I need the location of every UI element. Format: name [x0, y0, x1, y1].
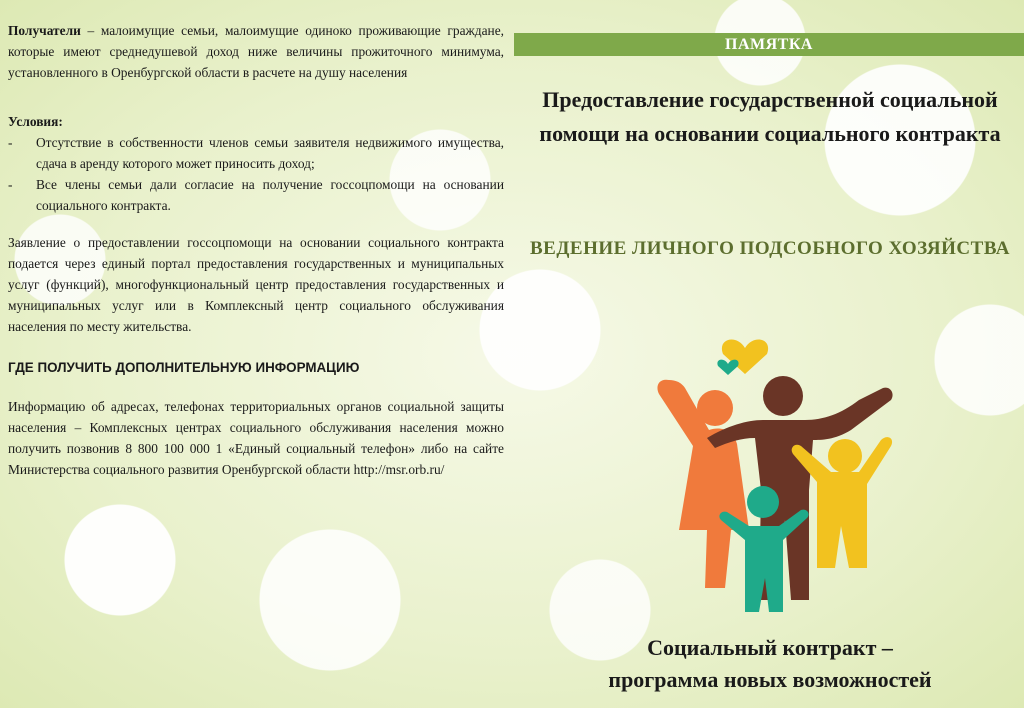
- condition-text: Отсутствие в собственности членов семьи заявителя недвижимого имущества, сдача в аренду которого может приносить доход;: [36, 135, 504, 171]
- brochure-title: Предоставление государственной социальной помощи на основании социального контракта: [539, 87, 1001, 146]
- left-column: [8, 20, 504, 480]
- info-heading: ГДЕ ПОЛУЧИТЬ ДОПОЛНИТЕЛЬНУЮ ИНФОРМАЦИЮ: [8, 360, 360, 375]
- condition-item: [8, 132, 504, 174]
- condition-item: [8, 174, 504, 216]
- conditions-title: Условия:: [8, 114, 63, 129]
- brochure-subtitle: ВЕДЕНИЕ ЛИЧНОГО ПОДСОБНОГО ХОЗЯЙСТВА: [529, 238, 1011, 259]
- recipients-label: Получатели: [8, 23, 81, 38]
- banner: ПАМЯТКА: [514, 33, 1024, 56]
- condition-text: Все члены семьи дали согласие на получение госсоцпомощи на основании социального контракта.: [36, 177, 504, 213]
- heart-teal-icon: [717, 360, 738, 375]
- figure-orange: [657, 380, 749, 588]
- info-paragraph: Информацию об адресах, телефонах территориальных органов социальной защиты населения – Комплексных центрах социального обслуживания населения можно получить позвонив 8 800 100 000 1 «Единый социальный телефон» либо на сайте Министерства социального развития Оренбургской области http://msr.orb.ru/: [8, 399, 504, 477]
- slogan-line-1: Социальный контракт –: [647, 635, 893, 660]
- slogan-line-2: программа новых возможностей: [608, 667, 932, 692]
- condition-dash: -: [8, 177, 13, 192]
- recipients-text: – малоимущие семьи, малоимущие одиноко проживающие граждане, которые имеют среднедушевой доход ниже величины прожиточного минимума, установленного в Оренбургской области в расчете на душу населения: [8, 23, 504, 80]
- family-illustration-icon: [645, 330, 905, 615]
- condition-dash: -: [8, 135, 13, 150]
- bottom-slogan: [520, 632, 1020, 696]
- recipients-paragraph: [8, 20, 504, 83]
- application-paragraph: Заявление о предоставлении госсоцпомощи на основании социального контракта подается через единый портал предоставления государственных и муниципальных услуг (функций), многофункциональный центр предоставления государственных и муниципальных услуг или в Комплексный центр социального обслуживания населения по месту жительства.: [8, 235, 504, 334]
